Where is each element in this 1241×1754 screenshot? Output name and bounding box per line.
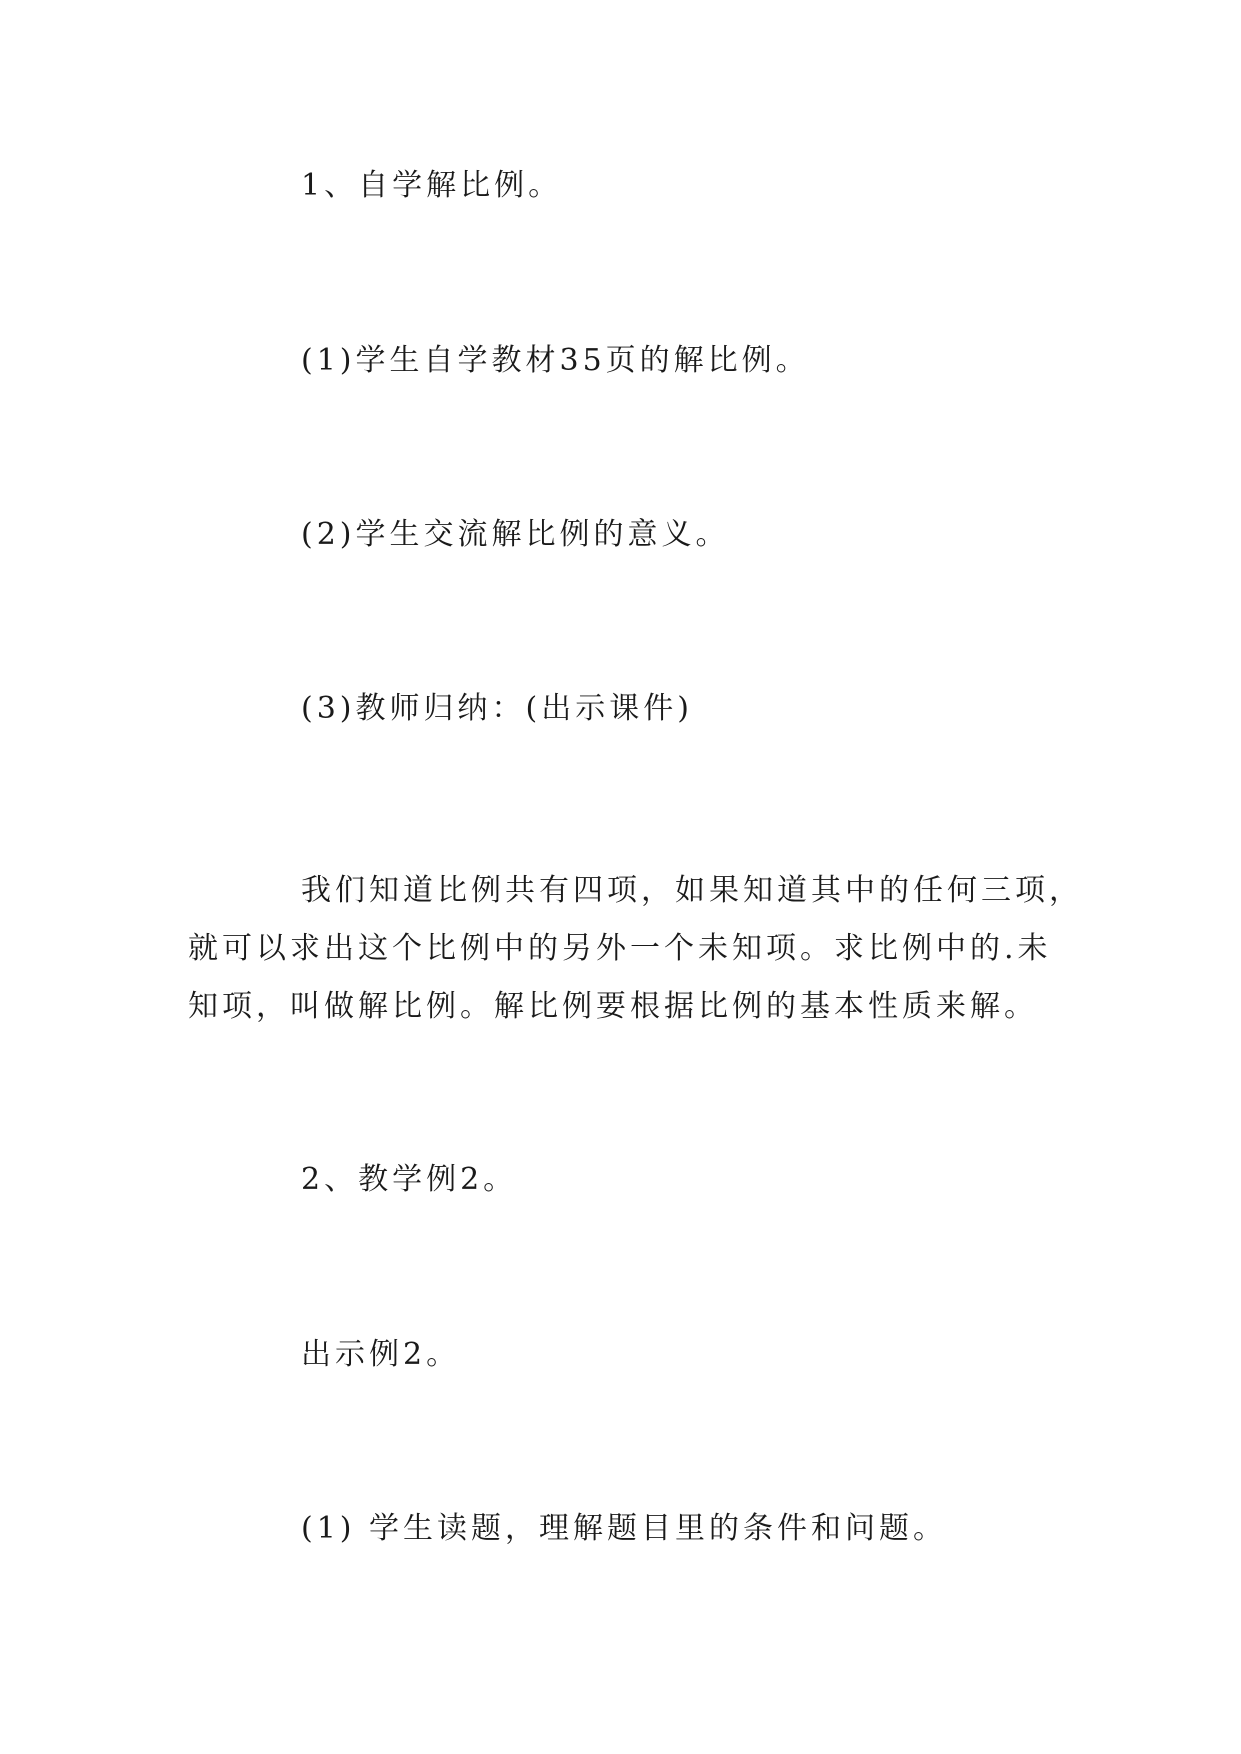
step-2-discuss-meaning: (2)学生交流解比例的意义。 — [301, 517, 730, 552]
step-1-self-study-textbook: (1)学生自学教材35页的解比例。 — [301, 343, 810, 378]
paragraph-line: 知项，叫做解比例。解比例要根据比例的基本性质来解。 — [188, 989, 1038, 1024]
paragraph-line: 我们知道比例共有四项，如果知道其中的任何三项， — [301, 873, 1083, 908]
show-example-2: 出示例2。 — [301, 1337, 461, 1372]
definition-paragraph — [188, 862, 1083, 1036]
paragraph-line: 就可以求出这个比例中的另外一个未知项。求比例中的.未 — [188, 931, 1052, 966]
heading-self-study: 1、自学解比例。 — [301, 168, 563, 203]
step-1-read-problem: (1) 学生读题，理解题目里的条件和问题。 — [301, 1511, 948, 1546]
heading-example-2: 2、教学例2。 — [301, 1162, 518, 1197]
step-3-teacher-summary: (3)教师归纳：(出示课件) — [301, 691, 693, 726]
